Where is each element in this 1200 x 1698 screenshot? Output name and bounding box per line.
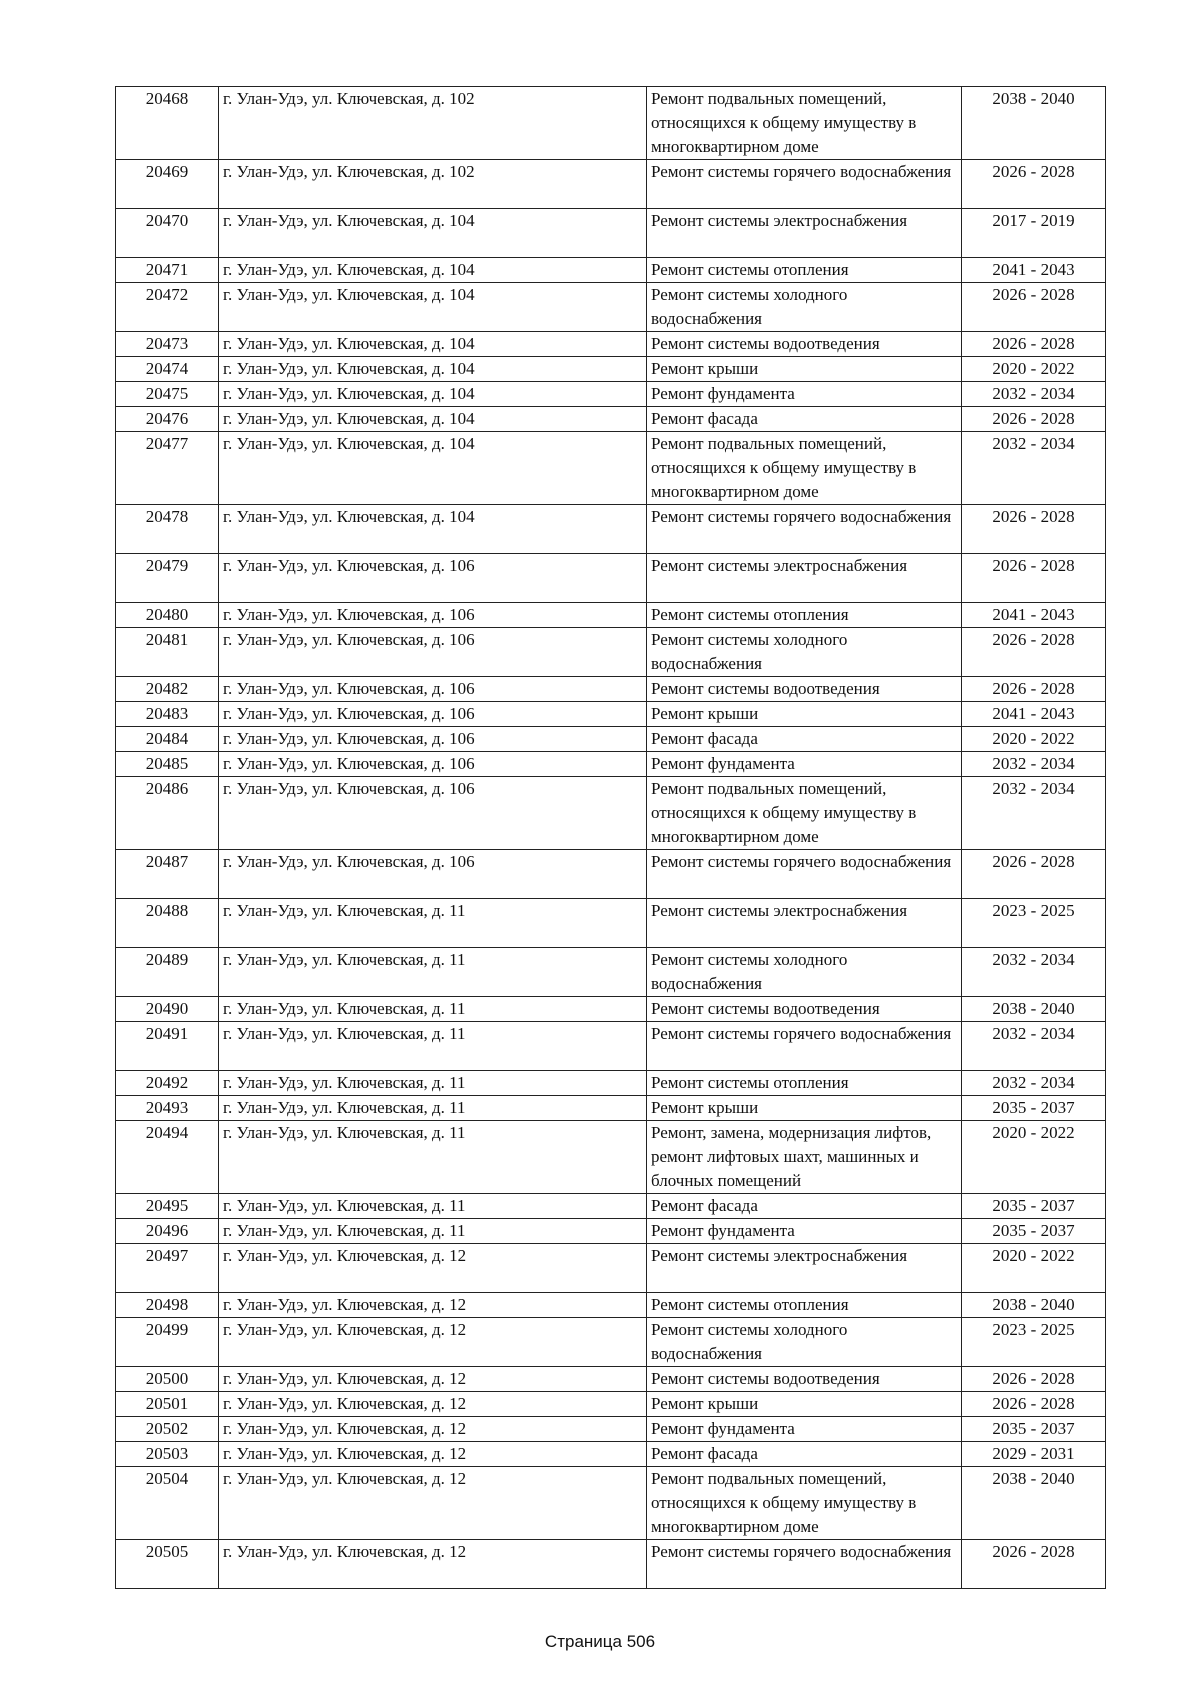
period-cell: 2026 - 2028 [962, 505, 1106, 554]
work-type-cell: Ремонт системы водоотведения [647, 332, 962, 357]
table-row [116, 554, 1106, 603]
work-type-cell: Ремонт системы водоотведения [647, 997, 962, 1022]
period-cell: 2026 - 2028 [962, 1392, 1106, 1417]
work-type-cell: Ремонт фундамента [647, 1417, 962, 1442]
period-cell: 2041 - 2043 [962, 603, 1106, 628]
row-id-cell: 20476 [116, 407, 219, 432]
work-type-cell: Ремонт системы электроснабжения [647, 899, 962, 948]
row-id-cell: 20491 [116, 1022, 219, 1071]
table-row [116, 702, 1106, 727]
work-type-cell: Ремонт подвальных помещений, относящихся к общему имуществу в многоквартирном доме [647, 777, 962, 850]
row-id-cell: 20475 [116, 382, 219, 407]
table-row [116, 1071, 1106, 1096]
table-row [116, 1318, 1106, 1367]
work-type-cell: Ремонт системы водоотведения [647, 1367, 962, 1392]
row-id-cell: 20497 [116, 1244, 219, 1293]
period-cell: 2035 - 2037 [962, 1096, 1106, 1121]
address-cell: г. Улан-Удэ, ул. Ключевская, д. 12 [219, 1392, 647, 1417]
period-cell: 2026 - 2028 [962, 283, 1106, 332]
period-cell: 2032 - 2034 [962, 1022, 1106, 1071]
address-cell: г. Улан-Удэ, ул. Ключевская, д. 106 [219, 777, 647, 850]
address-cell: г. Улан-Удэ, ул. Ключевская, д. 106 [219, 702, 647, 727]
work-type-cell: Ремонт системы отопления [647, 258, 962, 283]
period-cell: 2026 - 2028 [962, 160, 1106, 209]
period-cell: 2032 - 2034 [962, 432, 1106, 505]
row-id-cell: 20468 [116, 87, 219, 160]
table-row [116, 1096, 1106, 1121]
row-id-cell: 20493 [116, 1096, 219, 1121]
table-row [116, 1293, 1106, 1318]
period-cell: 2020 - 2022 [962, 357, 1106, 382]
row-id-cell: 20502 [116, 1417, 219, 1442]
address-cell: г. Улан-Удэ, ул. Ключевская, д. 106 [219, 677, 647, 702]
period-cell: 2026 - 2028 [962, 628, 1106, 677]
work-type-cell: Ремонт системы электроснабжения [647, 1244, 962, 1293]
address-cell: г. Улан-Удэ, ул. Ключевская, д. 11 [219, 1121, 647, 1194]
period-cell: 2026 - 2028 [962, 1367, 1106, 1392]
page-number: Страница 506 [544, 1632, 656, 1651]
period-cell: 2038 - 2040 [962, 997, 1106, 1022]
table-row [116, 850, 1106, 899]
address-cell: г. Улан-Удэ, ул. Ключевская, д. 12 [219, 1293, 647, 1318]
period-cell: 2023 - 2025 [962, 1318, 1106, 1367]
address-cell: г. Улан-Удэ, ул. Ключевская, д. 11 [219, 997, 647, 1022]
row-id-cell: 20505 [116, 1540, 219, 1589]
row-id-cell: 20498 [116, 1293, 219, 1318]
table-row [116, 1540, 1106, 1589]
work-type-cell: Ремонт системы горячего водоснабжения [647, 850, 962, 899]
address-cell: г. Улан-Удэ, ул. Ключевская, д. 106 [219, 628, 647, 677]
period-cell: 2020 - 2022 [962, 1244, 1106, 1293]
period-cell: 2026 - 2028 [962, 407, 1106, 432]
address-cell: г. Улан-Удэ, ул. Ключевская, д. 106 [219, 850, 647, 899]
address-cell: г. Улан-Удэ, ул. Ключевская, д. 104 [219, 258, 647, 283]
address-cell: г. Улан-Удэ, ул. Ключевская, д. 12 [219, 1244, 647, 1293]
work-type-cell: Ремонт подвальных помещений, относящихся к общему имуществу в многоквартирном доме [647, 432, 962, 505]
work-type-cell: Ремонт системы электроснабжения [647, 209, 962, 258]
table-row [116, 1121, 1106, 1194]
address-cell: г. Улан-Удэ, ул. Ключевская, д. 11 [219, 1219, 647, 1244]
work-type-cell: Ремонт системы холодного водоснабжения [647, 628, 962, 677]
work-type-cell: Ремонт системы отопления [647, 1071, 962, 1096]
work-type-cell: Ремонт подвальных помещений, относящихся к общему имуществу в многоквартирном доме [647, 87, 962, 160]
address-cell: г. Улан-Удэ, ул. Ключевская, д. 12 [219, 1367, 647, 1392]
address-cell: г. Улан-Удэ, ул. Ключевская, д. 11 [219, 1022, 647, 1071]
address-cell: г. Улан-Удэ, ул. Ключевская, д. 104 [219, 407, 647, 432]
table-row [116, 1467, 1106, 1540]
work-type-cell: Ремонт крыши [647, 1096, 962, 1121]
work-type-cell: Ремонт системы горячего водоснабжения [647, 1540, 962, 1589]
row-id-cell: 20489 [116, 948, 219, 997]
table-body [116, 87, 1106, 1589]
address-cell: г. Улан-Удэ, ул. Ключевская, д. 12 [219, 1540, 647, 1589]
row-id-cell: 20484 [116, 727, 219, 752]
address-cell: г. Улан-Удэ, ул. Ключевская, д. 11 [219, 899, 647, 948]
work-type-cell: Ремонт крыши [647, 357, 962, 382]
table-row [116, 258, 1106, 283]
work-type-cell: Ремонт системы электроснабжения [647, 554, 962, 603]
row-id-cell: 20485 [116, 752, 219, 777]
period-cell: 2020 - 2022 [962, 1121, 1106, 1194]
period-cell: 2041 - 2043 [962, 258, 1106, 283]
table-row [116, 505, 1106, 554]
period-cell: 2026 - 2028 [962, 554, 1106, 603]
period-cell: 2035 - 2037 [962, 1219, 1106, 1244]
address-cell: г. Улан-Удэ, ул. Ключевская, д. 102 [219, 160, 647, 209]
work-type-cell: Ремонт фасада [647, 1194, 962, 1219]
work-type-cell: Ремонт системы горячего водоснабжения [647, 160, 962, 209]
period-cell: 2026 - 2028 [962, 332, 1106, 357]
period-cell: 2017 - 2019 [962, 209, 1106, 258]
row-id-cell: 20492 [116, 1071, 219, 1096]
address-cell: г. Улан-Удэ, ул. Ключевская, д. 12 [219, 1318, 647, 1367]
table-row [116, 1194, 1106, 1219]
row-id-cell: 20486 [116, 777, 219, 850]
table-row [116, 283, 1106, 332]
period-cell: 2026 - 2028 [962, 677, 1106, 702]
address-cell: г. Улан-Удэ, ул. Ключевская, д. 12 [219, 1417, 647, 1442]
address-cell: г. Улан-Удэ, ул. Ключевская, д. 104 [219, 382, 647, 407]
address-cell: г. Улан-Удэ, ул. Ключевская, д. 102 [219, 87, 647, 160]
row-id-cell: 20480 [116, 603, 219, 628]
period-cell: 2035 - 2037 [962, 1417, 1106, 1442]
table-row [116, 899, 1106, 948]
row-id-cell: 20488 [116, 899, 219, 948]
table-row [116, 1367, 1106, 1392]
table-row [116, 1022, 1106, 1071]
row-id-cell: 20478 [116, 505, 219, 554]
row-id-cell: 20490 [116, 997, 219, 1022]
address-cell: г. Улан-Удэ, ул. Ключевская, д. 106 [219, 554, 647, 603]
work-type-cell: Ремонт крыши [647, 1392, 962, 1417]
work-type-cell: Ремонт подвальных помещений, относящихся к общему имуществу в многоквартирном доме [647, 1467, 962, 1540]
row-id-cell: 20482 [116, 677, 219, 702]
address-cell: г. Улан-Удэ, ул. Ключевская, д. 12 [219, 1467, 647, 1540]
period-cell: 2038 - 2040 [962, 87, 1106, 160]
address-cell: г. Улан-Удэ, ул. Ключевская, д. 104 [219, 209, 647, 258]
work-type-cell: Ремонт системы холодного водоснабжения [647, 948, 962, 997]
repair-schedule-table [115, 86, 1106, 1589]
work-type-cell: Ремонт системы отопления [647, 603, 962, 628]
row-id-cell: 20481 [116, 628, 219, 677]
table-row [116, 1392, 1106, 1417]
table-row [116, 628, 1106, 677]
work-type-cell: Ремонт крыши [647, 702, 962, 727]
address-cell: г. Улан-Удэ, ул. Ключевская, д. 12 [219, 1442, 647, 1467]
period-cell: 2029 - 2031 [962, 1442, 1106, 1467]
work-type-cell: Ремонт фасада [647, 727, 962, 752]
row-id-cell: 20503 [116, 1442, 219, 1467]
row-id-cell: 20469 [116, 160, 219, 209]
period-cell: 2035 - 2037 [962, 1194, 1106, 1219]
work-type-cell: Ремонт системы отопления [647, 1293, 962, 1318]
row-id-cell: 20477 [116, 432, 219, 505]
table-row [116, 432, 1106, 505]
row-id-cell: 20472 [116, 283, 219, 332]
row-id-cell: 20473 [116, 332, 219, 357]
table-row [116, 160, 1106, 209]
address-cell: г. Улан-Удэ, ул. Ключевская, д. 106 [219, 603, 647, 628]
table-row [116, 357, 1106, 382]
table-row [116, 209, 1106, 258]
period-cell: 2032 - 2034 [962, 948, 1106, 997]
period-cell: 2026 - 2028 [962, 1540, 1106, 1589]
period-cell: 2038 - 2040 [962, 1467, 1106, 1540]
row-id-cell: 20494 [116, 1121, 219, 1194]
row-id-cell: 20487 [116, 850, 219, 899]
work-type-cell: Ремонт системы горячего водоснабжения [647, 1022, 962, 1071]
work-type-cell: Ремонт фундамента [647, 752, 962, 777]
row-id-cell: 20504 [116, 1467, 219, 1540]
row-id-cell: 20470 [116, 209, 219, 258]
table-row [116, 677, 1106, 702]
address-cell: г. Улан-Удэ, ул. Ключевская, д. 11 [219, 1194, 647, 1219]
table-row [116, 752, 1106, 777]
table-row [116, 407, 1106, 432]
table-row [116, 382, 1106, 407]
address-cell: г. Улан-Удэ, ул. Ключевская, д. 104 [219, 283, 647, 332]
table-row [116, 997, 1106, 1022]
address-cell: г. Улан-Удэ, ул. Ключевская, д. 104 [219, 505, 647, 554]
table-row [116, 948, 1106, 997]
row-id-cell: 20501 [116, 1392, 219, 1417]
table-row [116, 1219, 1106, 1244]
table-row [116, 332, 1106, 357]
address-cell: г. Улан-Удэ, ул. Ключевская, д. 104 [219, 332, 647, 357]
period-cell: 2032 - 2034 [962, 752, 1106, 777]
work-type-cell: Ремонт фасада [647, 1442, 962, 1467]
period-cell: 2038 - 2040 [962, 1293, 1106, 1318]
work-type-cell: Ремонт системы холодного водоснабжения [647, 1318, 962, 1367]
row-id-cell: 20479 [116, 554, 219, 603]
table-row [116, 1442, 1106, 1467]
table-row [116, 727, 1106, 752]
work-type-cell: Ремонт системы горячего водоснабжения [647, 505, 962, 554]
address-cell: г. Улан-Удэ, ул. Ключевская, д. 11 [219, 1071, 647, 1096]
period-cell: 2032 - 2034 [962, 1071, 1106, 1096]
work-type-cell: Ремонт фасада [647, 407, 962, 432]
address-cell: г. Улан-Удэ, ул. Ключевская, д. 106 [219, 752, 647, 777]
row-id-cell: 20483 [116, 702, 219, 727]
table-row [116, 87, 1106, 160]
work-type-cell: Ремонт фундамента [647, 1219, 962, 1244]
row-id-cell: 20474 [116, 357, 219, 382]
table-row [116, 1417, 1106, 1442]
work-type-cell: Ремонт, замена, модернизация лифтов, ремонт лифтовых шахт, машинных и блочных помещений [647, 1121, 962, 1194]
work-type-cell: Ремонт системы водоотведения [647, 677, 962, 702]
row-id-cell: 20471 [116, 258, 219, 283]
row-id-cell: 20499 [116, 1318, 219, 1367]
work-type-cell: Ремонт фундамента [647, 382, 962, 407]
address-cell: г. Улан-Удэ, ул. Ключевская, д. 11 [219, 948, 647, 997]
period-cell: 2032 - 2034 [962, 777, 1106, 850]
address-cell: г. Улан-Удэ, ул. Ключевская, д. 104 [219, 357, 647, 382]
table-row [116, 777, 1106, 850]
row-id-cell: 20500 [116, 1367, 219, 1392]
table-row [116, 603, 1106, 628]
period-cell: 2023 - 2025 [962, 899, 1106, 948]
period-cell: 2041 - 2043 [962, 702, 1106, 727]
address-cell: г. Улан-Удэ, ул. Ключевская, д. 106 [219, 727, 647, 752]
work-type-cell: Ремонт системы холодного водоснабжения [647, 283, 962, 332]
period-cell: 2026 - 2028 [962, 850, 1106, 899]
address-cell: г. Улан-Удэ, ул. Ключевская, д. 11 [219, 1096, 647, 1121]
address-cell: г. Улан-Удэ, ул. Ключевская, д. 104 [219, 432, 647, 505]
period-cell: 2032 - 2034 [962, 382, 1106, 407]
row-id-cell: 20496 [116, 1219, 219, 1244]
row-id-cell: 20495 [116, 1194, 219, 1219]
table-row [116, 1244, 1106, 1293]
period-cell: 2020 - 2022 [962, 727, 1106, 752]
